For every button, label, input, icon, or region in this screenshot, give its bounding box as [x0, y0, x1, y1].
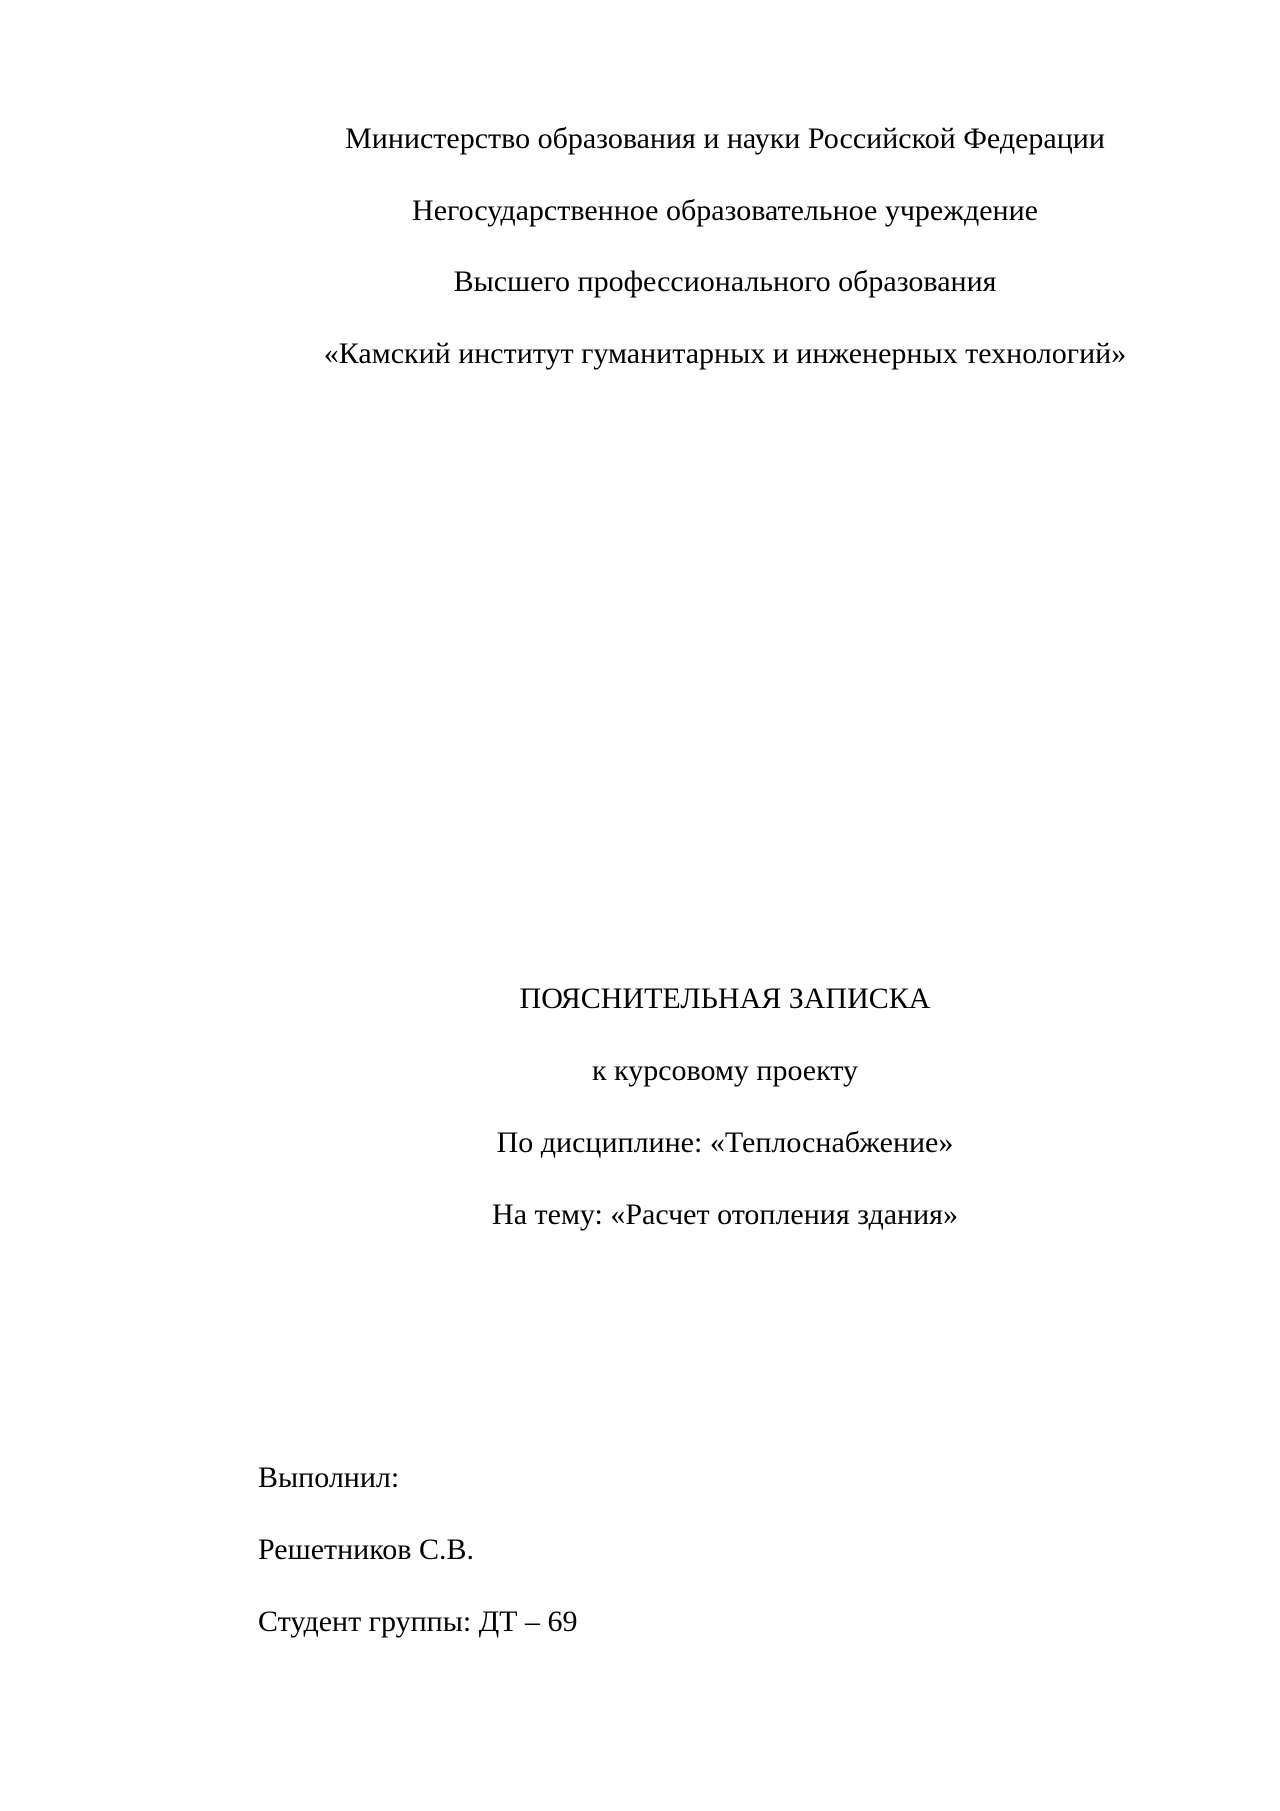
education-level-line: Высшего профессионального образования — [453, 265, 997, 298]
student-group: Студент группы: ДТ – 69 — [258, 1605, 578, 1638]
performed-label: Выполнил: — [258, 1461, 400, 1494]
institute-name-line: «Камский институт гуманитарных и инженерных технологий» — [323, 337, 1127, 370]
institution-type-line: Негосударственное образовательное учреждение — [412, 194, 1038, 227]
topic-line: На тему: «Расчет отопления здания» — [492, 1198, 958, 1231]
author-name: Решетников С.В. — [258, 1533, 474, 1566]
document-title: ПОЯСНИТЕЛЬНАЯ ЗАПИСКА — [519, 982, 931, 1015]
discipline-line: По дисциплине: «Теплоснабжение» — [496, 1126, 954, 1159]
ministry-line: Министерство образования и науки Российской Федерации — [345, 122, 1105, 155]
document-subtitle: к курсовому проекту — [591, 1054, 859, 1087]
